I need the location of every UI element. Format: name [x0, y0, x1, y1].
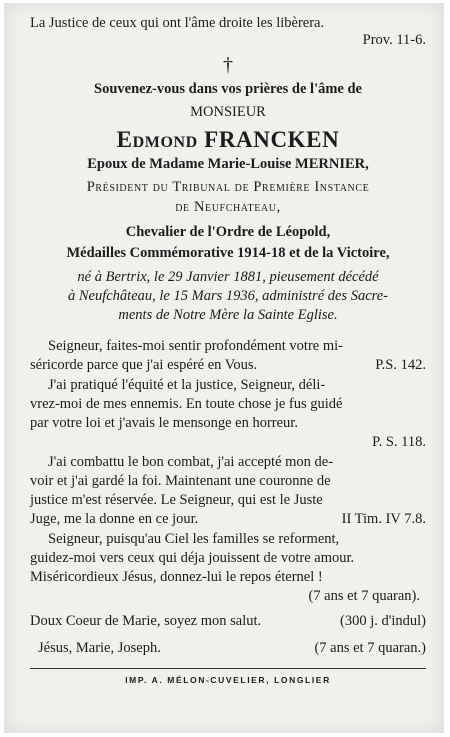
- prayer-1-text: séricorde parce que j'ai espéré en Vous.: [30, 357, 258, 373]
- prayer-6-text: Jésus, Marie, Joseph.: [38, 640, 161, 656]
- printer-credit: IMP. A. MÉLON-CUVELIER, LONGLIER: [125, 675, 331, 685]
- prayer-5-line: [30, 612, 426, 631]
- card-content: [30, 13, 426, 685]
- prayer-4-indulgence: (7 ans et 7 quaran).: [308, 588, 420, 604]
- quote-reference: Prov. 11-6.: [362, 32, 426, 48]
- monsieur-label: MONSIEUR: [190, 104, 266, 120]
- opening-quote: La Justice de ceux qui ont l'âme droite les libèrera.: [30, 15, 325, 31]
- memorial-card: [4, 3, 444, 733]
- bio-line-2: à Neufchâteau, le 15 Mars 1936, administré des Sacre-: [67, 288, 389, 304]
- prayer-4-line-1: Seigneur, puisqu'au Ciel les familles se reforment,: [48, 531, 340, 547]
- prayer-1-line-1: Seigneur, faites-moi sentir profondément votre mi-: [48, 338, 343, 354]
- prayer-2-line-2: vrez-moi de mes ennemis. En toute chose je fus guidé: [30, 396, 343, 412]
- bio-line-3: ments de Notre Mère la Sainte Eglise.: [118, 307, 338, 323]
- spouse-line: Epoux de Madame Marie-Louise MERNIER,: [87, 156, 369, 172]
- honor-line-2: Médailles Commémorative 1914-18 et de la Victoire,: [66, 245, 390, 261]
- honor-line-1: Chevalier de l'Ordre de Léopold,: [125, 224, 331, 240]
- remember-line: Souvenez-vous dans vos prières de l'âme de: [94, 81, 362, 97]
- title-line-2: de Neufchateau,: [175, 199, 281, 215]
- prayer-3-line-4: [30, 510, 426, 529]
- bio-line-1: né à Bertrix, le 29 Janvier 1881, pieusement décédé: [77, 269, 379, 285]
- prayer-1-reference: P.S. 142.: [375, 357, 426, 373]
- prayer-2-line-3: par votre loi et j'avais le mensonge en horreur.: [30, 415, 298, 431]
- prayer-3-reference: II Tim. IV 7.8.: [341, 511, 426, 527]
- prayer-2-line-1: J'ai pratiqué l'équité et la justice, Seigneur, déli-: [48, 377, 326, 393]
- prayer-3-line-2: voir et j'ai gardé la foi. Maintenant une couronne de: [30, 473, 331, 489]
- prayer-3-line-1: J'ai combattu le bon combat, j'ai accepté mon de-: [48, 454, 334, 470]
- prayer-6-indulgence: (7 ans et 7 quaran.): [314, 640, 426, 656]
- prayer-3-text: Juge, me la donne en ce jour.: [30, 511, 199, 527]
- cross-icon: †: [223, 54, 233, 76]
- prayer-1-line-2: [30, 356, 426, 375]
- prayers-block: [30, 337, 426, 658]
- prayer-4-line-3: Miséricordieux Jésus, donnez-lui le repos éternel !: [30, 569, 323, 585]
- biography: [30, 268, 426, 325]
- prayer-5-text: Doux Coeur de Marie, soyez mon salut.: [30, 613, 262, 629]
- prayer-3-line-3: justice m'est réservée. Le Seigneur, qui est le Juste: [30, 492, 323, 508]
- prayer-5-indulgence: (300 j. d'indul): [340, 613, 426, 629]
- footer-divider: [30, 668, 426, 669]
- deceased-name: Edmond FRANCKEN: [116, 127, 340, 152]
- prayer-2-reference: P. S. 118.: [372, 434, 426, 450]
- title-line-1: Président du Tribunal de Première Instance: [86, 179, 370, 195]
- prayer-6-line: [30, 639, 426, 658]
- prayer-4-line-2: guidez-moi vers ceux qui déja jouissent de votre amour.: [30, 550, 355, 566]
